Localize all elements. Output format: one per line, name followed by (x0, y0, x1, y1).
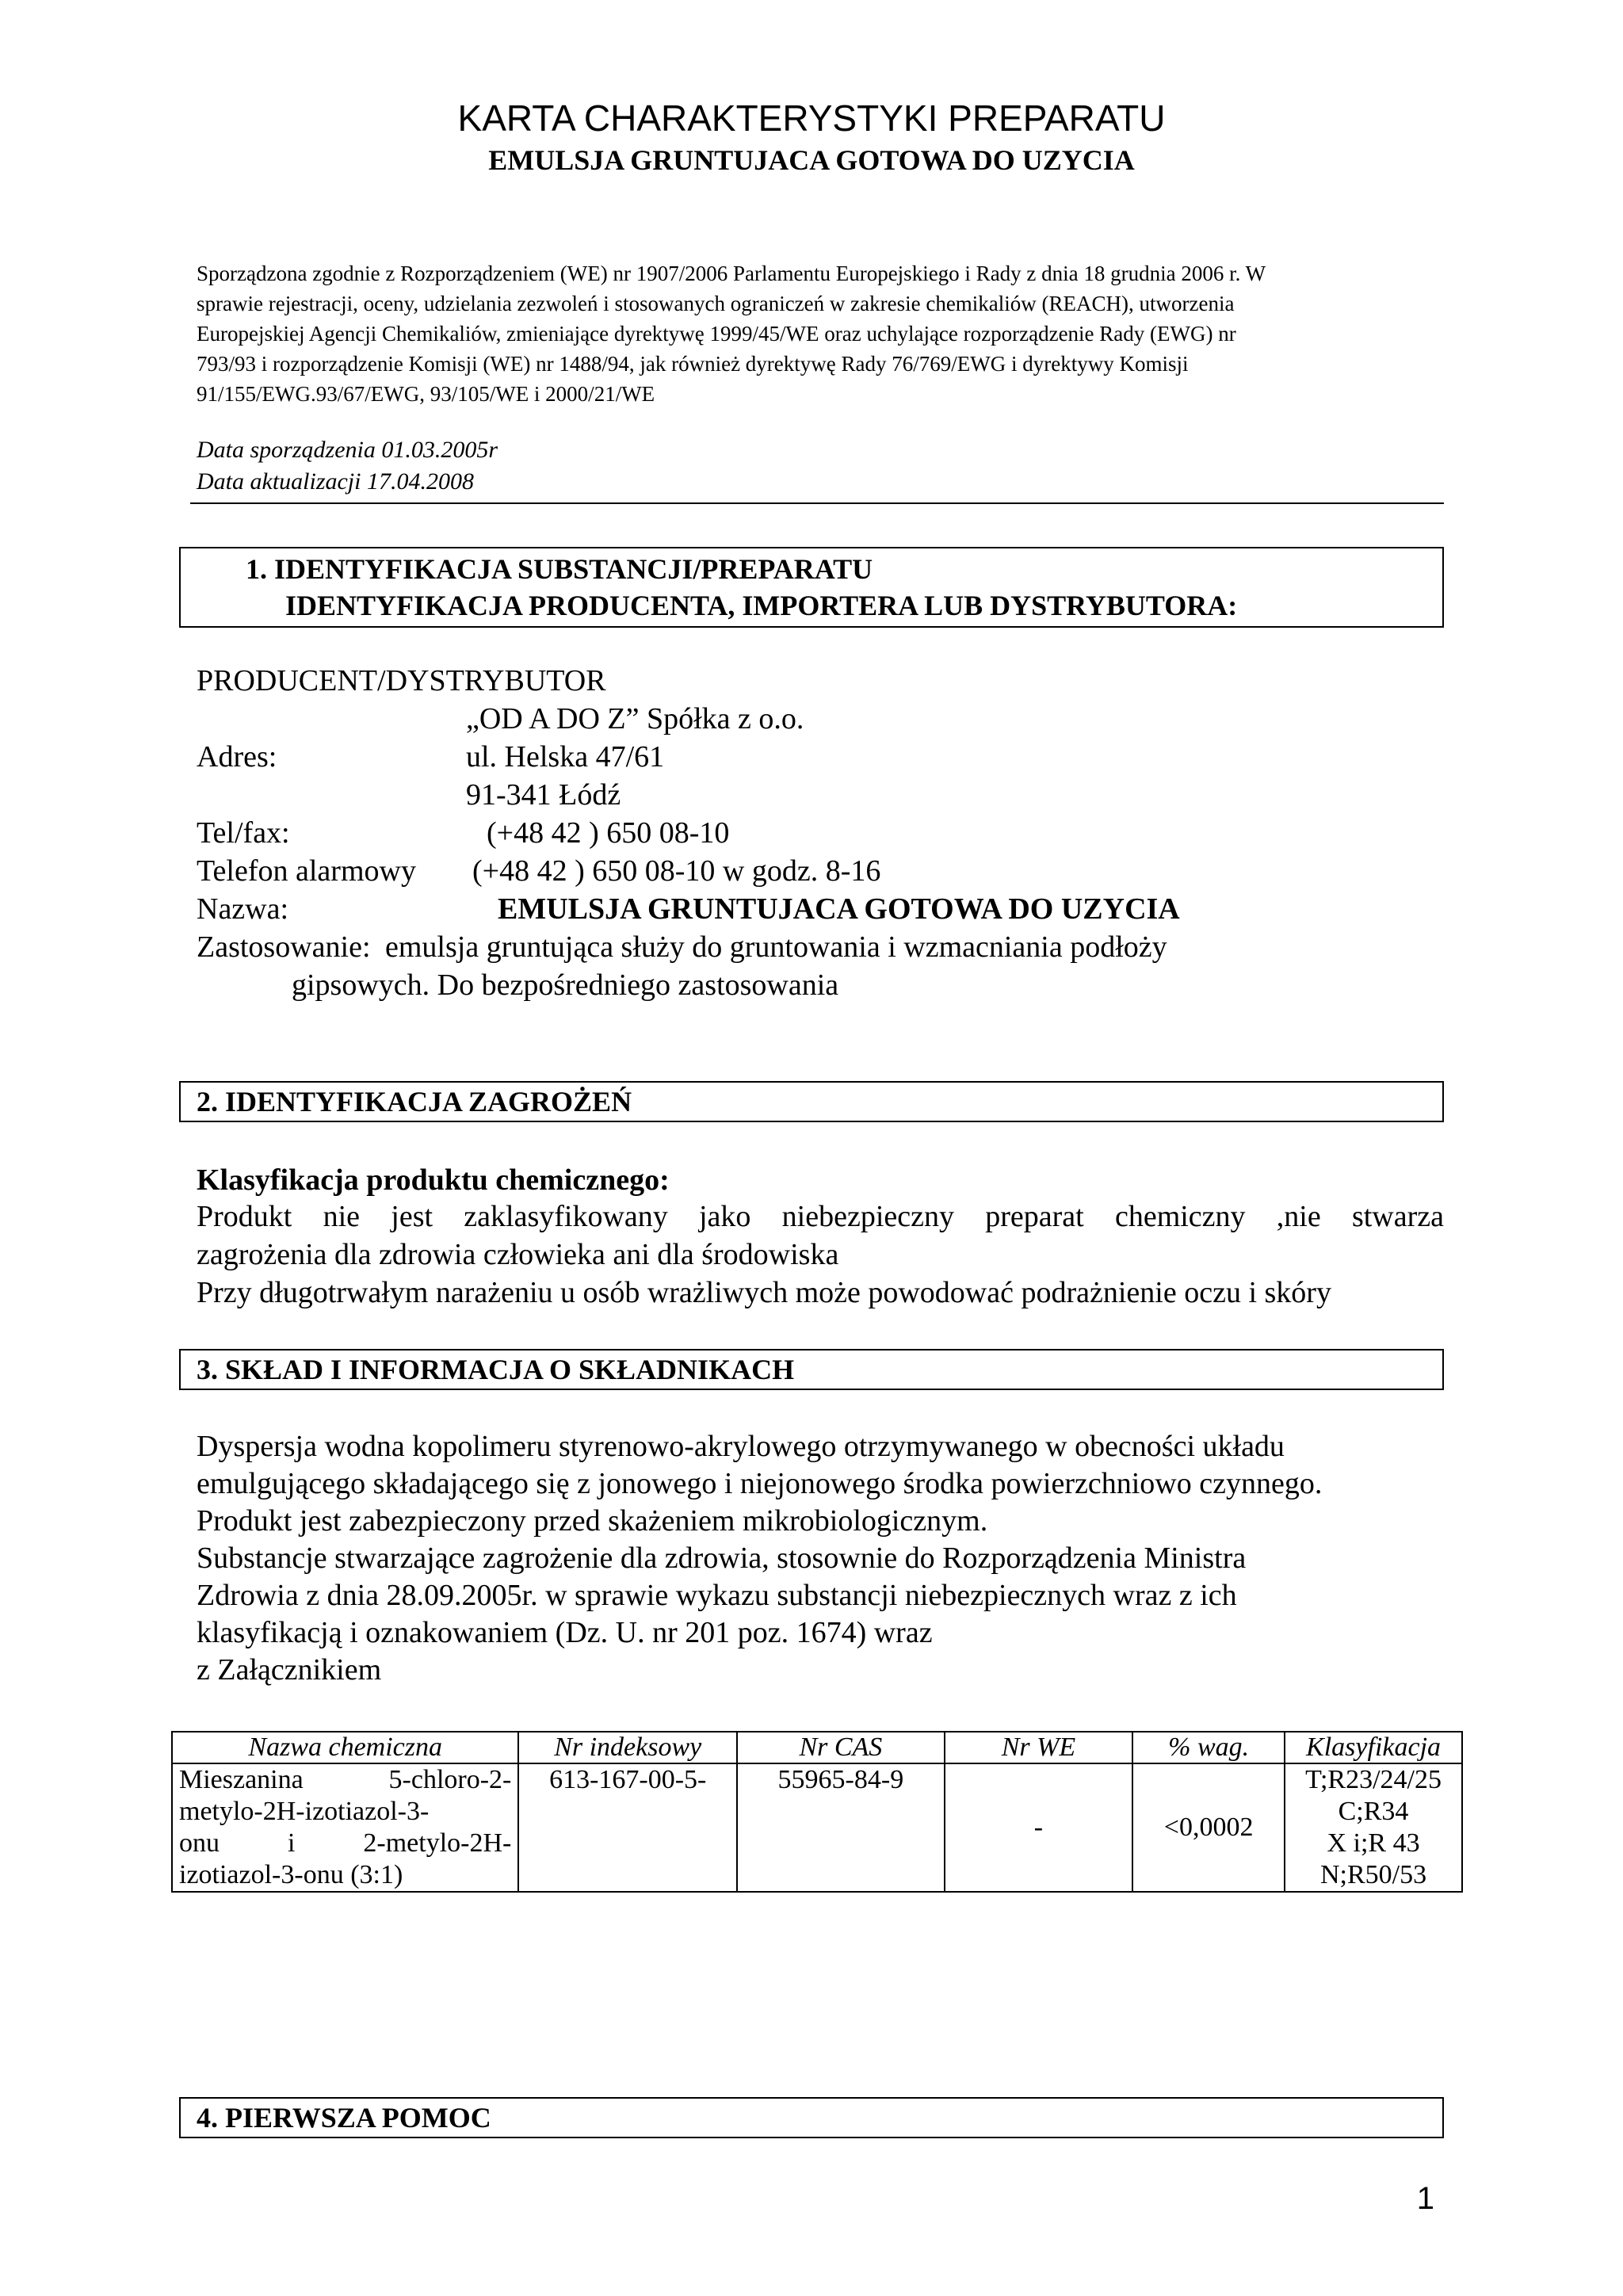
col-header-index-number: Nr indeksowy (518, 1732, 737, 1763)
updated-date: Data aktualizacji 17.04.2008 (197, 468, 474, 495)
name-label: Nazwa: (197, 892, 289, 926)
intro-line: Europejskiej Agencji Chemikaliów, zmieniające dyrektywę 1999/45/WE oraz uchylające rozporządzenie Rady (EWG) nr (197, 322, 1236, 346)
section-4-heading-box (179, 2097, 1444, 2138)
classification-line: C;R34 (1338, 1797, 1409, 1826)
telfax-value: (+48 42 ) 650 08-10 (487, 816, 730, 850)
cell-index-number: 613-167-00-5- (518, 1763, 737, 1892)
col-header-weight-percent: % wag. (1132, 1732, 1285, 1763)
section-1-heading-box (179, 547, 1444, 628)
section-2-heading: 2. IDENTYFIKACJA ZAGROŻEŃ (197, 1086, 632, 1117)
intro-line: sprawie rejestracji, oceny, udzielania zezwoleń i stosowanych ograniczeń w zakresie chemikaliów (REACH), utworzenia (197, 292, 1235, 315)
product-name: EMULSJA GRUNTUJACA GOTOWA DO UZYCIA (498, 892, 1180, 926)
company-name: „OD A DO Z” Spółka z o.o. (466, 702, 804, 735)
address-label: Adres: (197, 740, 277, 774)
cell-chemical-name (172, 1763, 518, 1892)
composition-line: Dyspersja wodna kopolimeru styrenowo-akrylowego otrzymywanego w obecności układu (197, 1430, 1285, 1463)
composition-line: z Załącznikiem (197, 1653, 382, 1687)
classification-line: X i;R 43 (1327, 1828, 1420, 1858)
hazard-line2: zagrożenia dla zdrowia człowieka ani dla środowiska (197, 1238, 839, 1271)
address-line2: 91-341 Łódź (466, 778, 621, 812)
composition-line: Produkt jest zabezpieczony przed skażeniem mikrobiologicznym. (197, 1504, 988, 1538)
classification-line: T;R23/24/25 (1305, 1765, 1442, 1794)
chemical-name-line: onu i 2-metylo-2H- (179, 1828, 512, 1858)
intro-line: Sporządzona zgodnie z Rozporządzeniem (WE) nr 1907/2006 Parlamentu Europejskiego i Rady z dnia 18 grudnia 2006 r. W (197, 262, 1266, 285)
hazard-line3: Przy długotrwałym narażeniu u osób wrażliwych może powodować podrażnienie oczu i skóry (197, 1276, 1331, 1309)
section-2-heading-box (179, 1081, 1444, 1122)
composition-line: klasyfikacją i oznakowaniem (Dz. U. nr 201 poz. 1674) wraz (197, 1616, 933, 1649)
alarm-phone-label: Telefon alarmowy (197, 854, 416, 888)
document-subtitle: EMULSJA GRUNTUJACA GOTOWA DO UZYCIA (488, 144, 1135, 176)
document-title: KARTA CHARAKTERYSTYKI PREPARATU (457, 97, 1166, 139)
producer-label: PRODUCENT/DYSTRYBUTOR (197, 664, 606, 697)
usage-line1: emulsja gruntująca służy do gruntowania i wzmacniania podłoży (385, 930, 1167, 964)
section-1-heading-line1: 1. IDENTYFIKACJA SUBSTANCJI/PREPARATU (246, 553, 873, 585)
chemical-name-line: Mieszanina 5-chloro-2- (179, 1765, 512, 1794)
intro-line: 91/155/EWG.93/67/EWG, 93/105/WE i 2000/21/WE (197, 382, 655, 406)
composition-table (171, 1731, 1463, 1893)
table-header-row (172, 1732, 1462, 1763)
classification-subheading: Klasyfikacja produktu chemicznego: (197, 1163, 670, 1197)
composition-line: emulgującego składającego się z jonowego i niejonowego środka powierzchniowo czynnego. (197, 1467, 1323, 1500)
cell-we-number: - (945, 1763, 1133, 1892)
telfax-label: Tel/fax: (197, 816, 290, 850)
hazard-line1: Produkt nie jest zaklasyfikowany jako niebezpieczny preparat chemiczny ,nie stwarza (197, 1200, 1444, 1233)
composition-line: Substancje stwarzające zagrożenie dla zdrowia, stosownie do Rozporządzenia Ministra (197, 1541, 1247, 1575)
section-4-heading: 4. PIERWSZA POMOC (197, 2102, 491, 2134)
composition-paragraph (197, 1428, 1322, 1689)
classification-line: N;R50/53 (1319, 1860, 1427, 1889)
alarm-phone-value: (+48 42 ) 650 08-10 w godz. 8-16 (472, 854, 881, 888)
section-1-heading-line2: IDENTYFIKACJA PRODUCENTA, IMPORTERA LUB DYSTRYBUTORA: (285, 590, 1238, 621)
intro-line: 793/93 i rozporządzenie Komisji (WE) nr 1488/94, jak również dyrektywę Rady 76/769/EWG i dyrektywy Komisji (197, 352, 1189, 376)
header-divider (190, 502, 1444, 504)
cell-classification (1285, 1763, 1462, 1892)
col-header-we-number: Nr WE (945, 1732, 1133, 1763)
section-3-heading: 3. SKŁAD I INFORMACJA O SKŁADNIKACH (197, 1354, 795, 1385)
intro-paragraph (197, 258, 1449, 409)
col-header-classification: Klasyfikacja (1285, 1732, 1462, 1763)
col-header-cas-number: Nr CAS (737, 1732, 945, 1763)
created-date: Data sporządzenia 01.03.2005r (197, 437, 498, 463)
cell-weight-percent: <0,0002 (1132, 1763, 1285, 1892)
chemical-name-line: izotiazol-3-onu (3:1) (179, 1860, 403, 1889)
cell-cas-number: 55965-84-9 (737, 1763, 945, 1892)
page-number: 1 (1416, 2181, 1434, 2216)
dates-block (197, 434, 498, 498)
usage-line2: gipsowych. Do bezpośredniego zastosowania (292, 968, 839, 1002)
usage-label: Zastosowanie: (197, 930, 371, 964)
table-row (172, 1763, 1462, 1892)
composition-line: Zdrowia z dnia 28.09.2005r. w sprawie wykazu substancji niebezpiecznych wraz z ich (197, 1579, 1237, 1612)
address-line1: ul. Helska 47/61 (466, 740, 665, 774)
section-3-heading-box (179, 1349, 1444, 1390)
chemical-name-line: metylo-2H-izotiazol-3- (179, 1797, 430, 1826)
col-header-chemical-name: Nazwa chemiczna (172, 1732, 518, 1763)
